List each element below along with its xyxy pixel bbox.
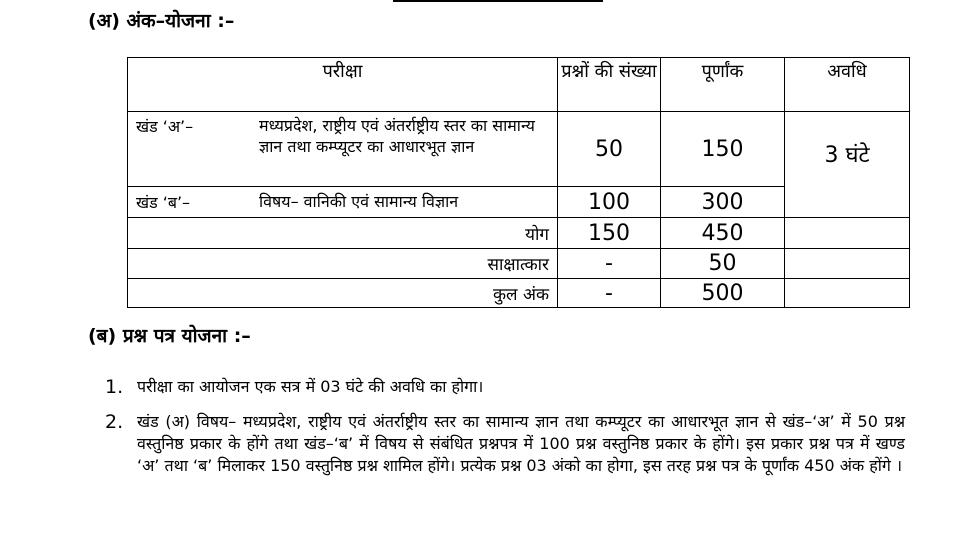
list-item-text: परीक्षा का आयोजन एक सत्र में 03 घंटे की अवधि का होगा। <box>137 377 484 396</box>
grand-total-label: कुल अंक <box>128 279 558 308</box>
section-b-cell <box>128 187 558 218</box>
section-a-heading: (अ) अंक–योजना :– <box>88 10 235 32</box>
grand-total-questions: - <box>558 279 661 308</box>
marks-scheme-table <box>127 57 910 308</box>
list-item <box>105 411 905 477</box>
grand-total-marks: 500 <box>661 279 785 308</box>
table-row <box>128 279 910 308</box>
paper-scheme-list <box>105 376 905 490</box>
list-item-text: खंड (अ) विषय– मध्यप्रदेश, राष्ट्रीय एवं अंतर्राष्ट्रीय स्तर का सामान्य ज्ञान तथा कम्प्यूटर का आधारभूत ज्ञान से खंड–‘अ’ में 50 प्रश्न वस्तुनिष्ठ प्रकार के होंगे तथा खंड–‘ब’ में विषय से संबंधित प्रश्नपत्र में 100 प्रश्न वस्तुनिष्ठ प्रकार के होंगे। इस प्रकार प्रश्न पत्र में खण्ड ‘अ’ तथा ‘ब’ मिलाकर 150 वस्तुनिष्ठ प्रश्न शामिल होंगे। प्रत्येक प्रश्न 03 अंको का होगा, इस तरह प्रश्न पत्र के पूर्णांक 450 अंक होंगे । <box>137 412 905 475</box>
total-label: योग <box>128 218 558 249</box>
section-a-label: खंड ‘अ’– <box>136 117 194 136</box>
header-question-count: प्रश्नों की संख्या <box>558 58 661 112</box>
section-a-description: मध्यप्रदेश, राष्ट्रीय एवं अंतर्राष्ट्रीय स्तर का सामान्य ज्ञान तथा कम्प्यूटर का आधारभूत ज्ञान <box>259 116 535 156</box>
empty-cell <box>785 279 910 308</box>
section-a-marks: 150 <box>661 112 785 187</box>
section-a-questions: 50 <box>558 112 661 187</box>
table-row <box>128 112 910 187</box>
interview-questions: - <box>558 249 661 279</box>
table-row <box>128 249 910 279</box>
section-b-questions: 100 <box>558 187 661 218</box>
section-b-marks: 300 <box>661 187 785 218</box>
top-rule <box>393 0 603 2</box>
section-b-heading: (ब) प्रश्न पत्र योजना :– <box>88 325 251 347</box>
table-header-row <box>128 58 910 112</box>
interview-marks: 50 <box>661 249 785 279</box>
list-item-number: 2. <box>105 411 124 433</box>
header-duration: अवधि <box>785 58 910 112</box>
interview-label: साक्षात्कार <box>128 249 558 279</box>
list-item-number: 1. <box>105 376 124 398</box>
header-full-marks: पूर्णांक <box>661 58 785 112</box>
header-exam: परीक्षा <box>128 58 558 112</box>
duration-value: 3 घंटे <box>785 112 910 218</box>
total-marks: 450 <box>661 218 785 249</box>
list-item <box>105 376 905 398</box>
empty-cell <box>785 249 910 279</box>
total-questions: 150 <box>558 218 661 249</box>
section-b-label: खंड ‘ब’– <box>136 193 191 212</box>
empty-cell <box>785 218 910 249</box>
section-a-cell <box>128 112 558 187</box>
table-row <box>128 218 910 249</box>
section-b-description: विषय– वानिकी एवं सामान्य विज्ञान <box>259 192 459 211</box>
